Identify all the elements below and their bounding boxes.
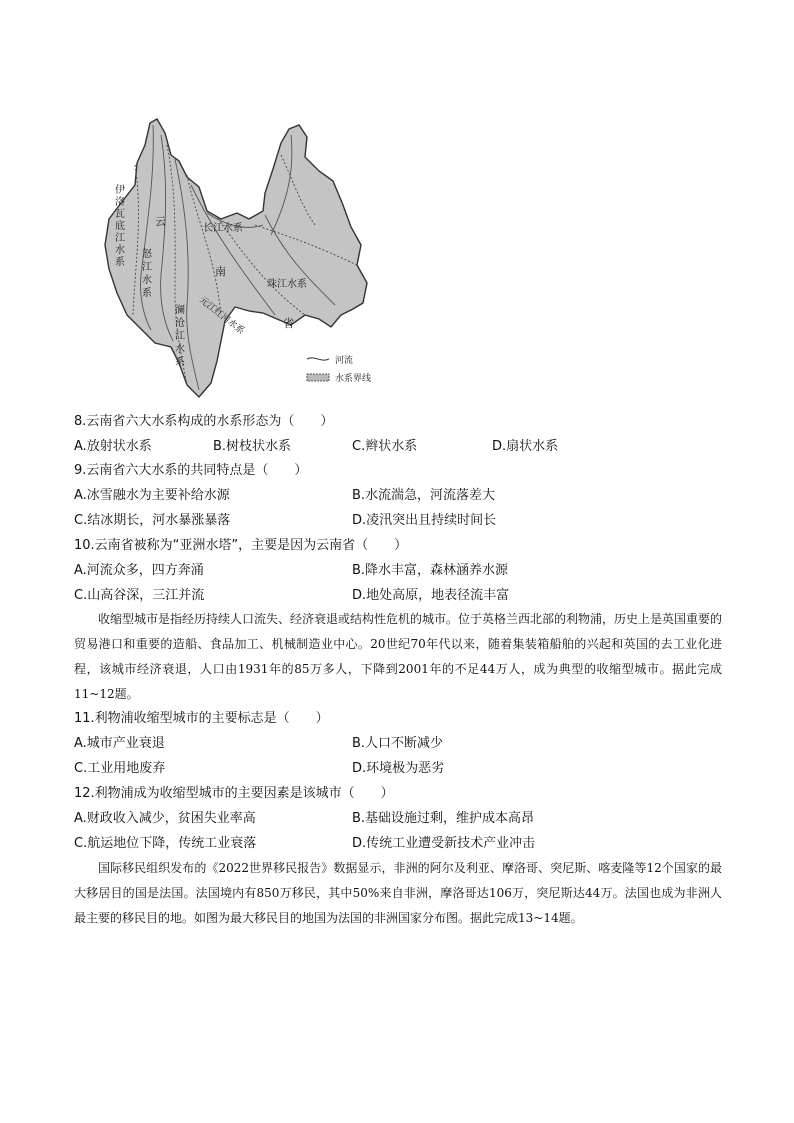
question-12-option-b: B.基础设施过剩，维护成本高昂: [352, 811, 535, 826]
label-nan: 南: [215, 265, 226, 278]
question-11-option-c: C.工业用地废弃: [74, 761, 166, 776]
question-12-option-d: D.传统工业遭受新技术产业冲击: [352, 836, 536, 851]
question-8-option-b: B.树枝状水系: [213, 439, 292, 454]
label-yiluowadi: 伊 洛 瓦 底 江 水 系: [115, 185, 125, 268]
question-10-option-b: B.降水丰富，森林涵养水源: [352, 563, 509, 578]
label-yuanjiang: 元江红河水系: [197, 295, 246, 337]
question-9-option-d: D.凌汛突出且持续时间长: [352, 513, 497, 528]
label-zhujiang: 珠江水系: [267, 279, 307, 290]
label-lancang: 澜 沧 江 水 系: [175, 305, 185, 368]
question-11-stem: 11.利物浦收缩型城市的主要标志是（ ）: [74, 711, 329, 726]
question-9-option-a: A.冰雪融水为主要补给水源: [74, 488, 230, 503]
question-12-stem: 12.利物浦成为收缩型城市的主要因素是该城市（ ）: [74, 786, 394, 801]
question-11-option-d: D.环境极为恶劣: [352, 761, 445, 776]
legend-boundary-label: 水系界线: [335, 374, 372, 384]
question-9-option-c: C.结冰期长，河水暴涨暴落: [74, 513, 231, 528]
question-11-option-b: B.人口不断减少: [352, 736, 444, 751]
question-8-stem: 8.云南省六大水系构成的水系形态为（ ）: [74, 414, 334, 429]
question-10-option-c: C.山高谷深，三江并流: [74, 588, 205, 603]
question-8-option-a: A.放射状水系: [74, 439, 152, 454]
label-sheng: 省: [283, 317, 294, 330]
question-10-stem: 10.云南省被称为“亚洲水塔”，主要是因为云南省（ ）: [74, 538, 408, 553]
yunnan-water-system-map: [95, 115, 395, 400]
legend-river-symbol: [307, 358, 329, 360]
label-yun: 云: [155, 215, 166, 228]
passage-migration: 国际移民组织发布的《2022世界移民报告》数据显示，非洲的阿尔及利亚、摩洛哥、突尼斯、喀麦隆等12个国家的最大移居目的国是法国。法国境内有850万移民，其中50%来自非洲，摩洛哥达106万，突尼斯达44万。法国也成为非洲人最主要的移民目的地。如图为最大移民目的地国为法国的非洲国家分布图。据此完成13~14题。: [74, 861, 722, 925]
question-8-option-c: C.辫状水系: [352, 439, 418, 454]
legend-boundary-symbol: [307, 374, 329, 381]
passage-liverpool: 收缩型城市是指经历持续人口流失、经济衰退或结构性危机的城市。位于英格兰西北部的利物浦，历史上是英国重要的贸易港口和重要的造船、食品加工、机械制造业中心。20世纪70年代以来，随着集装箱船舶的兴起和英国的去工业化进程，该城市经济衰退，人口由1931年的85万多人，下降到2001年的不足44万人，成为典型的收缩型城市。据此完成11~12题。: [74, 612, 723, 701]
question-10-option-a: A.河流众多，四方奔涌: [74, 563, 204, 578]
question-9-stem: 9.云南省六大水系的共同特点是（ ）: [74, 463, 308, 478]
question-11-option-a: A.城市产业衰退: [74, 736, 165, 751]
question-12-option-c: C.航运地位下降，传统工业衰落: [74, 836, 257, 851]
label-changjiang: 长江水系: [203, 223, 243, 234]
question-10-option-d: D.地处高原，地表径流丰富: [352, 588, 510, 603]
question-9-option-b: B.水流湍急，河流落差大: [352, 488, 496, 503]
question-8-option-d: D.扇状水系: [492, 439, 559, 454]
question-12-option-a: A.财政收入减少，贫困失业率高: [74, 811, 256, 826]
legend-river-label: 河流: [335, 356, 354, 366]
label-nujiang: 怒 江 水 系: [142, 249, 152, 299]
map-legend: [307, 354, 371, 384]
